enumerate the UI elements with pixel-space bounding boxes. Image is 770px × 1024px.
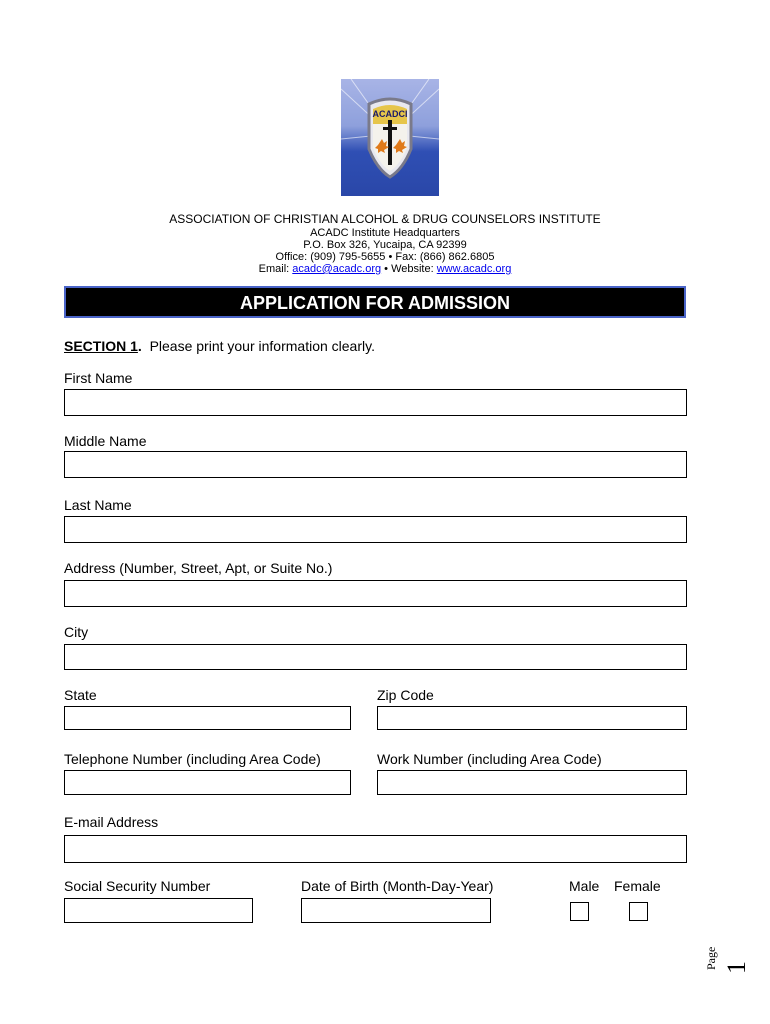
email-prefix: Email: [258,263,293,275]
form-title-banner [64,286,686,318]
address-label: Address (Number, Street, Apt, or Suite No.) [64,560,333,576]
city-label: City [64,624,89,640]
first-name-label: First Name [64,370,133,386]
dob-input[interactable] [301,898,491,923]
hq-line: ACADC Institute Headquarters [310,227,460,239]
shield-emblem-icon [341,79,439,196]
email-address-input[interactable] [64,835,687,863]
website-link[interactable]: www.acadc.org [436,263,512,275]
website-prefix: • Website: [381,263,437,275]
female-checkbox[interactable] [629,902,648,921]
po-box-line: P.O. Box 326, Yucaipa, CA 92399 [303,239,467,251]
male-checkbox[interactable] [570,902,589,921]
email-website-line [0,263,770,275]
zip-code-label: Zip Code [377,687,434,703]
work-number-label: Work Number (including Area Code) [377,751,602,767]
phone-fax-line: Office: (909) 795-5655 • Fax: (866) 862.6805 [275,251,495,263]
telephone-input[interactable] [64,770,351,795]
female-label: Female [614,878,661,894]
dob-label: Date of Birth (Month-Day-Year) [301,878,494,894]
middle-name-input[interactable] [64,451,687,478]
svg-text:ACADCI: ACADCI [372,109,408,119]
male-label: Male [569,878,600,894]
last-name-label: Last Name [64,497,132,513]
form-title: APPLICATION FOR ADMISSION [240,293,510,313]
first-name-input[interactable] [64,389,687,416]
page-number: 1 [722,961,751,974]
email-address-label: E-mail Address [64,814,159,830]
org-name: ASSOCIATION OF CHRISTIAN ALCOHOL & DRUG COUNSELORS INSTITUTE [169,212,601,226]
acadci-logo [341,79,439,196]
page-word: Page [704,946,718,970]
section-1-label: SECTION 1 [64,338,138,354]
ssn-label: Social Security Number [64,878,211,894]
section-1-period: . [137,338,142,354]
state-input[interactable] [64,706,351,730]
section-1-heading [64,338,375,354]
telephone-label: Telephone Number (including Area Code) [64,751,321,767]
middle-name-label: Middle Name [64,433,147,449]
section-1-instruction: Please print your information clearly. [141,338,375,354]
work-number-input[interactable] [377,770,687,795]
city-input[interactable] [64,644,687,670]
zip-code-input[interactable] [377,706,687,730]
ssn-input[interactable] [64,898,253,923]
address-input[interactable] [64,580,687,607]
page-number-marker [706,930,766,990]
state-label: State [64,687,97,703]
email-link[interactable]: acadc@acadc.org [292,263,382,275]
last-name-input[interactable] [64,516,687,543]
